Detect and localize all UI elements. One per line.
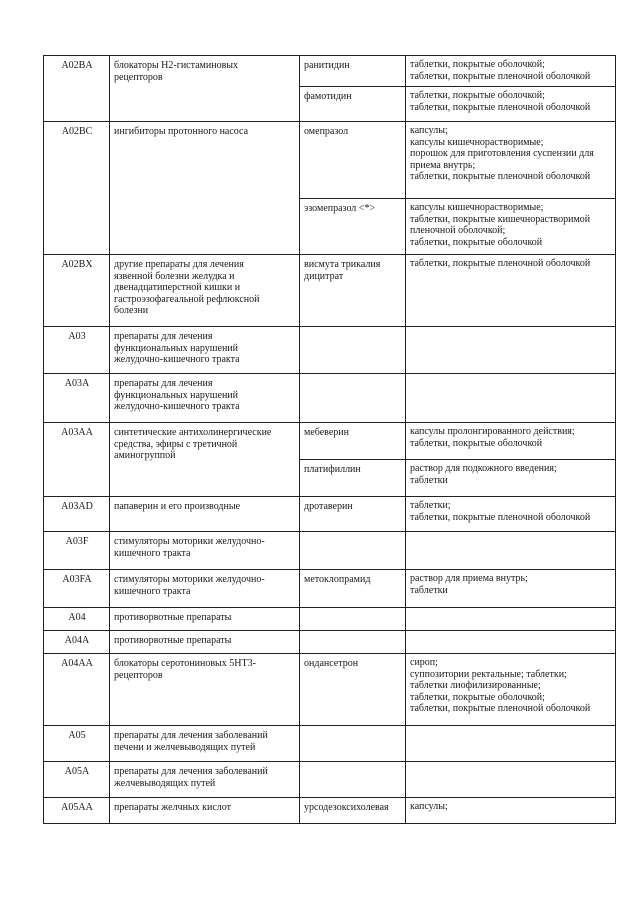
atc-code-cell: A04 xyxy=(44,608,110,631)
table-row xyxy=(44,374,616,423)
table-row xyxy=(44,798,616,824)
dosage-form-cell: таблетки, покрытые оболочкой; таблетки, покрытые пленочной оболочкой xyxy=(406,56,616,87)
drug-name-cell: ондансетрон xyxy=(300,654,406,726)
table-row xyxy=(44,654,616,726)
dosage-form-cell: сироп; суппозитории ректальные; таблетки; таблетки лиофилизированные; таблетки, покрытые оболочкой; таблетки, покрытые пленочной оболочкой xyxy=(406,654,616,726)
atc-group-cell: препараты для лечения функциональных нарушений желудочно-кишечного тракта xyxy=(110,374,300,423)
atc-code-cell: A03FA xyxy=(44,570,110,608)
atc-group-cell: препараты для лечения заболеваний желчевыводящих путей xyxy=(110,762,300,798)
drug-name-cell xyxy=(300,532,406,570)
atc-group-cell: препараты для лечения функциональных нарушений желудочно-кишечного тракта xyxy=(110,327,300,374)
table-row xyxy=(44,726,616,762)
atc-group-cell: синтетические антихолинергические средства, эфиры с третичной аминогруппой xyxy=(110,423,300,497)
dosage-form-cell xyxy=(406,374,616,423)
dosage-form-cell: раствор для подкожного введения; таблетки xyxy=(406,460,616,497)
atc-group-cell: папаверин и его производные xyxy=(110,497,300,532)
atc-code-cell: A04AA xyxy=(44,654,110,726)
drug-name-cell: эзомепразол <*> xyxy=(300,199,406,255)
atc-code-cell: A03A xyxy=(44,374,110,423)
table-row xyxy=(44,497,616,532)
table-row xyxy=(44,570,616,608)
dosage-form-cell: раствор для приема внутрь; таблетки xyxy=(406,570,616,608)
drug-name-cell: омепразол xyxy=(300,122,406,199)
drug-name-cell: фамотидин xyxy=(300,87,406,122)
table-row xyxy=(44,327,616,374)
table-row xyxy=(44,56,616,87)
table-row xyxy=(44,631,616,654)
atc-group-cell: препараты желчных кислот xyxy=(110,798,300,824)
drug-name-cell xyxy=(300,608,406,631)
atc-group-cell: противорвотные препараты xyxy=(110,608,300,631)
atc-code-cell: A03AA xyxy=(44,423,110,497)
atc-code-cell: A05A xyxy=(44,762,110,798)
drug-name-cell: платифиллин xyxy=(300,460,406,497)
table-row xyxy=(44,608,616,631)
dosage-form-cell xyxy=(406,631,616,654)
atc-group-cell: блокаторы H2-гистаминовых рецепторов xyxy=(110,56,300,122)
atc-code-cell: A03 xyxy=(44,327,110,374)
dosage-form-cell: капсулы кишечнорастворимые; таблетки, покрытые кишечнорастворимой пленочной оболочкой; таблетки, покрытые оболочкой xyxy=(406,199,616,255)
atc-group-cell: блокаторы серотониновых 5HT3- рецепторов xyxy=(110,654,300,726)
dosage-form-cell: таблетки, покрытые пленочной оболочкой xyxy=(406,255,616,327)
atc-group-cell: другие препараты для лечения язвенной болезни желудка и двенадцатиперстной кишки и гастроэзофагеальной рефлюксной болезни xyxy=(110,255,300,327)
drug-name-cell xyxy=(300,374,406,423)
atc-group-cell: ингибиторы протонного насоса xyxy=(110,122,300,255)
drug-name-cell xyxy=(300,631,406,654)
atc-code-cell: A05AA xyxy=(44,798,110,824)
table-row xyxy=(44,423,616,460)
drug-name-cell: урсодезоксихолевая xyxy=(300,798,406,824)
atc-code-cell: A03AD xyxy=(44,497,110,532)
dosage-form-cell: таблетки, покрытые оболочкой; таблетки, покрытые пленочной оболочкой xyxy=(406,87,616,122)
table-row xyxy=(44,122,616,199)
drug-name-cell: ранитидин xyxy=(300,56,406,87)
dosage-form-cell: капсулы; xyxy=(406,798,616,824)
drug-table xyxy=(43,55,616,824)
drug-name-cell: висмута трикалия дицитрат xyxy=(300,255,406,327)
atc-group-cell: стимуляторы моторики желудочно- кишечного тракта xyxy=(110,532,300,570)
atc-code-cell: A02BX xyxy=(44,255,110,327)
atc-code-cell: A02BA xyxy=(44,56,110,122)
dosage-form-cell xyxy=(406,327,616,374)
dosage-form-cell: капсулы; капсулы кишечнорастворимые; порошок для приготовления суспензии для приема внутрь; таблетки, покрытые пленочной оболочкой xyxy=(406,122,616,199)
drug-name-cell xyxy=(300,762,406,798)
dosage-form-cell xyxy=(406,762,616,798)
atc-code-cell: A05 xyxy=(44,726,110,762)
drug-name-cell xyxy=(300,726,406,762)
drug-name-cell: мебеверин xyxy=(300,423,406,460)
dosage-form-cell xyxy=(406,608,616,631)
drug-list-document xyxy=(43,55,615,824)
drug-name-cell: дротаверин xyxy=(300,497,406,532)
atc-group-cell: препараты для лечения заболеваний печени и желчевыводящих путей xyxy=(110,726,300,762)
table-row xyxy=(44,762,616,798)
dosage-form-cell: капсулы пролонгированного действия; таблетки, покрытые оболочкой xyxy=(406,423,616,460)
drug-name-cell xyxy=(300,327,406,374)
atc-code-cell: A04A xyxy=(44,631,110,654)
atc-group-cell: противорвотные препараты xyxy=(110,631,300,654)
dosage-form-cell: таблетки; таблетки, покрытые пленочной оболочкой xyxy=(406,497,616,532)
dosage-form-cell xyxy=(406,532,616,570)
dosage-form-cell xyxy=(406,726,616,762)
table-row xyxy=(44,255,616,327)
atc-code-cell: A02BC xyxy=(44,122,110,255)
table-row xyxy=(44,532,616,570)
atc-code-cell: A03F xyxy=(44,532,110,570)
atc-group-cell: стимуляторы моторики желудочно- кишечного тракта xyxy=(110,570,300,608)
drug-name-cell: метоклопрамид xyxy=(300,570,406,608)
